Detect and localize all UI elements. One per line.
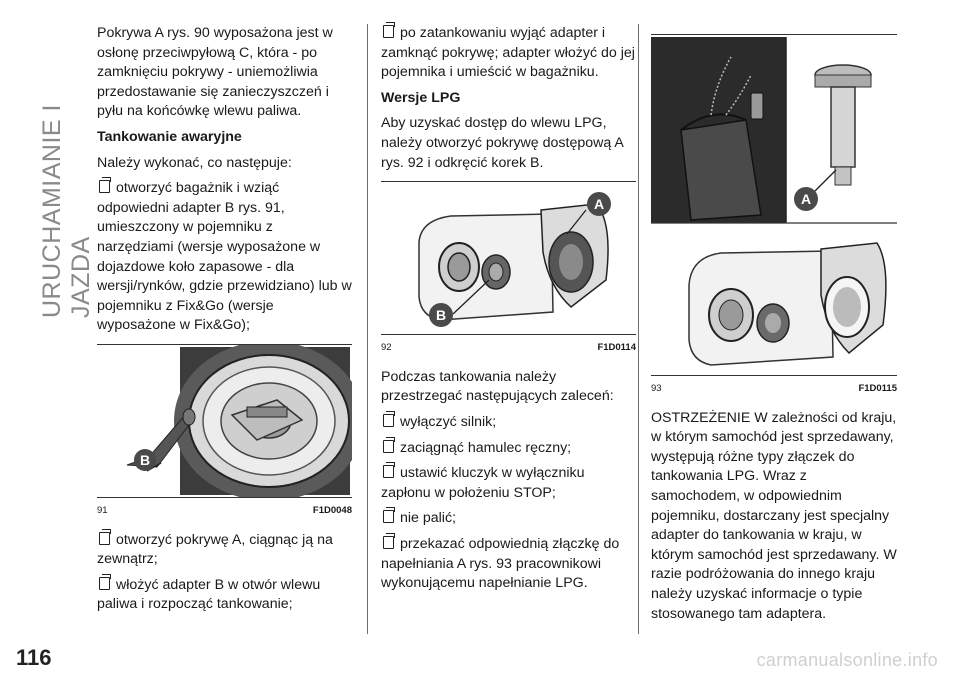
checkbox-icon xyxy=(99,180,110,193)
checkbox-icon xyxy=(383,536,394,549)
list-item: ustawić kluczyk w wyłączniku zapłonu w położeniu STOP; xyxy=(381,465,585,501)
checkbox-icon xyxy=(383,440,394,453)
lpg-adapter-illustration xyxy=(651,35,897,375)
figure-caption xyxy=(381,335,636,358)
column-3 xyxy=(651,24,897,630)
figure-code: F1D0115 xyxy=(858,383,897,394)
list-item: otworzyć bagażnik i wziąć odpowiedni adapter B rys. 91, umieszczony w pojemniku z narzędziami (wersje wyposażone w dojazdowe koło zapasowe - dla wersji/rynków, gdzie przewidziano) lub w pojemniku z Fix&Go (wersje wyposażone w Fix&Go); xyxy=(97,180,352,334)
lpg-filler-illustration xyxy=(381,182,625,334)
figure-caption xyxy=(651,376,897,399)
paragraph: Aby uzyskać dostęp do wlewu LPG, należy otworzyć pokrywę dostępową A rys. 92 i odkręcić korek B. xyxy=(381,115,624,171)
list-item: otworzyć pokrywę A, ciągnąc ją na zewnątrz; xyxy=(97,531,333,568)
figure-number: 92 xyxy=(381,342,392,354)
figure-92 xyxy=(381,181,636,335)
figure-caption xyxy=(97,498,352,521)
checkbox-icon xyxy=(383,465,394,478)
figure-label-b: B xyxy=(435,307,447,324)
spare-wheel-illustration xyxy=(97,345,352,497)
checkbox-icon xyxy=(99,532,110,545)
figure-number: 91 xyxy=(97,504,108,516)
checkbox-icon xyxy=(99,577,110,590)
figure-label-b: B xyxy=(139,451,151,468)
figure-code: F1D0048 xyxy=(312,504,352,516)
heading-lpg-versions: Wersje LPG xyxy=(381,89,461,106)
paragraph: Należy wykonać, co następuje: xyxy=(97,154,292,171)
checkbox-icon xyxy=(383,510,394,523)
figure-91 xyxy=(97,344,352,498)
list-item: wyłączyć silnik; xyxy=(381,413,636,433)
column-divider xyxy=(638,24,639,634)
list-item: po zatankowaniu wyjąć adapter i zamknąć pokrywę; adapter włożyć do jej pojemnika i umieścić w bagażniku. xyxy=(381,25,635,81)
watermark: carmanualsonline.info xyxy=(756,650,938,670)
figure-label-a: A xyxy=(800,191,812,207)
column-divider xyxy=(367,24,368,634)
paragraph: Podczas tankowania należy przestrzegać następujących zaleceń: xyxy=(381,368,614,405)
figure-code: F1D0114 xyxy=(597,342,636,354)
list-item: włożyć adapter B w otwór wlewu paliwa i rozpocząć tankowanie; xyxy=(97,576,321,613)
warning-paragraph: OSTRZEŻENIE W zależności od kraju, w którym samochód jest sprzedawany, występują różne typy złączek do tankowania LPG. Wraz z samochodem, w odpowiednim pojemniku, dostarczany jest specjalny adapter do tankowania w kraju, w którym samochód jest sprzedawany. W razie podróżowania do innego kraju należy uzyskać informacje o typie stosowanego tam adaptera. xyxy=(651,409,897,622)
checkbox-icon xyxy=(383,414,394,427)
checkbox-icon xyxy=(383,25,394,38)
column-2 xyxy=(381,24,636,600)
heading-emergency-refuel: Tankowanie awaryjne xyxy=(97,128,242,145)
section-title: URUCHAMIANIE I JAZDA xyxy=(38,104,95,318)
list-item: przekazać odpowiednią złączkę do napełniania A rys. 93 pracownikowi wykonującemu napełnianie LPG. xyxy=(381,535,620,592)
list-item: zaciągnąć hamulec ręczny; xyxy=(381,439,636,459)
figure-number: 93 xyxy=(651,383,662,394)
figure-label-a: A xyxy=(593,196,605,213)
paragraph: Pokrywa A rys. 90 wyposażona jest w osłonę przeciwpyłową C, która - po zamknięciu pokrywy - uniemożliwia przedostawanie się zanieczyszczeń i pyłu na końcówkę wlewu paliwa. xyxy=(97,25,333,120)
page-number: 116 xyxy=(16,645,52,670)
list-item: nie palić; xyxy=(381,509,636,529)
column-1 xyxy=(97,24,352,621)
figure-93 xyxy=(651,34,897,376)
